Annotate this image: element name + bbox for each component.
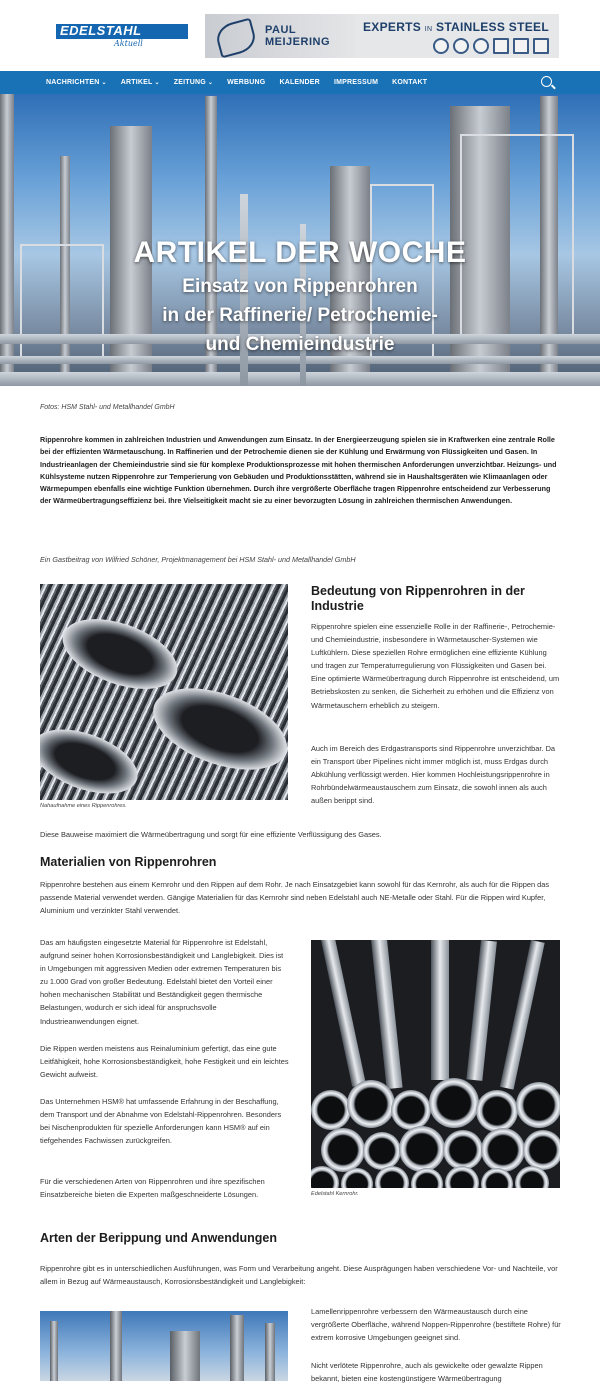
logo-main-text: EDELSTAHL: [56, 24, 188, 38]
hero-image: [0, 94, 600, 386]
section-title: Arten der Berippung und Anwendungen: [40, 1231, 278, 1245]
nav-item-kontakt[interactable]: KONTAKT: [392, 79, 428, 86]
logo-sub-text: Aktuell: [114, 39, 143, 48]
ad-product-icons: [433, 38, 549, 54]
paragraph: Die Rippen werden meistens aus Reinaluminium gefertigt, das eine gute Leitfähigkeit, hohe Korrosionsbeständigkeit, hohe Festigkeit und ein leichtes Gewicht aufweist.: [40, 1044, 289, 1080]
profile-icon: [533, 38, 549, 54]
chevron-down-icon: ⌄: [207, 80, 214, 86]
section-title: Materialien von Rippenrohren: [40, 855, 217, 869]
nav-item-werbung[interactable]: WERBUNG: [227, 79, 266, 86]
paragraph: Für die verschiedenen Arten von Rippenrohren und ihre spezifischen Einsatzbereiche bieten die Experten maßgeschneiderte Lösungen.: [40, 1177, 265, 1200]
profile-icon: [493, 38, 509, 54]
paragraph: Rippenrohre gibt es in unterschiedlichen Ausführungen, was Form und Verarbeitung angeht. Diese Ausprägungen haben verschiedene Vor- und Nachteile, vor allem in Bezug auf Wärmeaustausch, Korrosionsbeständigkeit und Langlebigkeit:: [40, 1264, 558, 1287]
paragraph: Das am häufigsten eingesetzte Material für Rippenrohre ist Edelstahl, aufgrund seiner hohen Korrosionsbeständigkeit und Langlebigkeit. Dies ist in Umgebungen mit aggressiven Medien oder extremen Temperaturen bis zu 1.000 Grad von großer Bedeutung. Edelstahl bietet den Vorteil einer hohen mechanischen Stabilität und Beständigkeit gegen thermische Belastungen, wodurch er sich ideal für anspruchsvolle Industrieanwendungen eignet.: [40, 938, 284, 1026]
nav-item-kalender[interactable]: KALENDER: [279, 79, 320, 86]
paragraph: Rippenrohre bestehen aus einem Kernrohr und den Rippen auf dem Rohr. Je nach Einsatzgebiet kann sowohl für das Kernrohr, als auch für die Rippen das passende Material verwendet werden. Gängige Materialien für das Kernrohr sind neben Edelstahl auch NE-Metalle oder Stahl. Für die Rippen wird Kupfer, Aluminium und verzinkter Stahl verwendet.: [40, 880, 550, 916]
site-header: [0, 0, 600, 71]
hero-title: ARTIKEL DER WOCHE: [133, 236, 467, 269]
tube-icon: [473, 38, 489, 54]
ad-company-name: PAUL MEIJERING: [265, 24, 331, 48]
tube-icon: [453, 38, 469, 54]
nav-item-impressum[interactable]: IMPRESSUM: [333, 79, 379, 86]
chevron-down-icon: ⌄: [101, 80, 107, 86]
hero-subtitle: Einsatz von Rippenrohren in der Raffinerie/ Petrochemie- und Chemieindustrie: [162, 276, 438, 355]
finned-tube-image: [40, 584, 288, 800]
chevron-down-icon: ⌄: [154, 80, 160, 86]
main-navigation: [0, 71, 600, 94]
steel-tubes-image: [311, 940, 560, 1188]
ad-banner[interactable]: [205, 14, 559, 58]
image-caption: Edelstahl Kernrohr.: [311, 1191, 359, 1197]
nav-item-zeitung[interactable]: ZEITUNG ⌄: [173, 79, 214, 86]
paragraph: Das Unternehmen HSM® hat umfassende Erfahrung in der Beschaffung, dem Transport und der Abnahme von Edelstahl-Rippenrohren. Besonders bei Nischenprodukten für spezielle Anforderungen kann HSM® auf ein tiefgehendes Fachwissen zurückgreifen.: [40, 1097, 282, 1146]
hero-text: [0, 236, 600, 359]
paragraph: Rippenrohre spielen eine essenzielle Rolle in der Raffinerie-, Petrochemie- und Chemieindustrie, insbesondere in Wärmetauscher-Systemen wie Luftkühlern. Diese speziellen Rohre ermöglichen eine effiziente Kühlung und tragen zur Temperaturregulierung von Flüssigkeiten und Gasen bei. Eine optimierte Wärmeübertragung durch Rippenrohre ist entscheidend, um Betriebskosten zu senken, die Sicherheit zu erhöhen und die Effizienz von Wärmetauschern erheblich zu steigern.: [311, 622, 560, 710]
section-title: Bedeutung von Rippenrohren in der Industrie: [311, 584, 525, 613]
paragraph: Auch im Bereich des Erdgastransports sind Rippenrohre unverzichtbar. Da ein Transport über Pipelines nicht immer möglich ist, muss Erdgas durch Abkühlung verflüssigt werden. Hier kommen Hochleistungsrippenrohre in Rohrbündelwärmeaustauschern zum Einsatz, die sowohl innen als auch außen berippt sind.: [311, 744, 556, 806]
paragraph: Lamellenrippenrohre verbessern den Wärmeaustausch durch eine vergrößerte Oberfläche, während Noppen-Rippenrohre (bestiftete Rohre) für extrem korrosive Umgebungen geeignet sind.: [311, 1307, 561, 1343]
nav-item-nachrichten[interactable]: NACHRICHTEN ⌄: [46, 79, 107, 86]
article-byline: Ein Gastbeitrag von Wilfried Schöner, Projektmanagement bei HSM Stahl- und Metallhandel GmbH: [40, 555, 356, 564]
paragraph: Diese Bauweise maximiert die Wärmeübertragung und sorgt für eine effiziente Verflüssigung des Gases.: [40, 830, 382, 839]
nav-item-artikel[interactable]: ARTIKEL ⌄: [120, 79, 160, 86]
ad-slogan: EXPERTS IN STAINLESS STEEL: [363, 20, 549, 34]
profile-icon: [513, 38, 529, 54]
image-caption: Nahaufnahme eines Rippenrohres.: [40, 803, 127, 809]
article-intro: Rippenrohre kommen in zahlreichen Industrien und Anwendungen zum Einsatz. In der Energieerzeugung spielen sie in Kraftwerken eine zentrale Rolle bei der effizienten Wärmetauschung. In Raffinerien und der Petrochemie dienen sie der Kühlung und Erwärmung von Flüssigkeiten und Gasen. In Industrieanlagen der Chemieindustrie sind sie für komplexe Produktionsprozesse mit hohen thermischen Anforderungen unverzichtbar. Heizungs- und Kühlsysteme nutzen Rippenrohre zur Temperierung von Gebäuden und Produktionsstätten, während sie in Haushaltsgeräten wie Klimaanlagen oder Wärmepumpen ebenfalls eine wichtige Funktion übernehmen. Durch ihre vergrößerte Oberfläche tragen Rippenrohre entscheidend zur Verbesserung der Wärmeübertragungseffizienz bei. Ihre Vielseitigkeit macht sie zu einer bevorzugten Lösung in zahlreichen thermischen Anwendungen.: [40, 435, 557, 506]
refinery-image: [40, 1311, 288, 1381]
tube-icon: [433, 38, 449, 54]
paragraph: Nicht verlötete Rippenrohre, auch als gewickelte oder gewalzte Rippen bekannt, bieten eine kostengünstigere Wärmeübertragung: [311, 1361, 543, 1384]
site-logo[interactable]: [56, 24, 188, 48]
search-icon[interactable]: [541, 76, 552, 87]
photo-credit: Fotos: HSM Stahl- und Metallhandel GmbH: [40, 404, 175, 411]
